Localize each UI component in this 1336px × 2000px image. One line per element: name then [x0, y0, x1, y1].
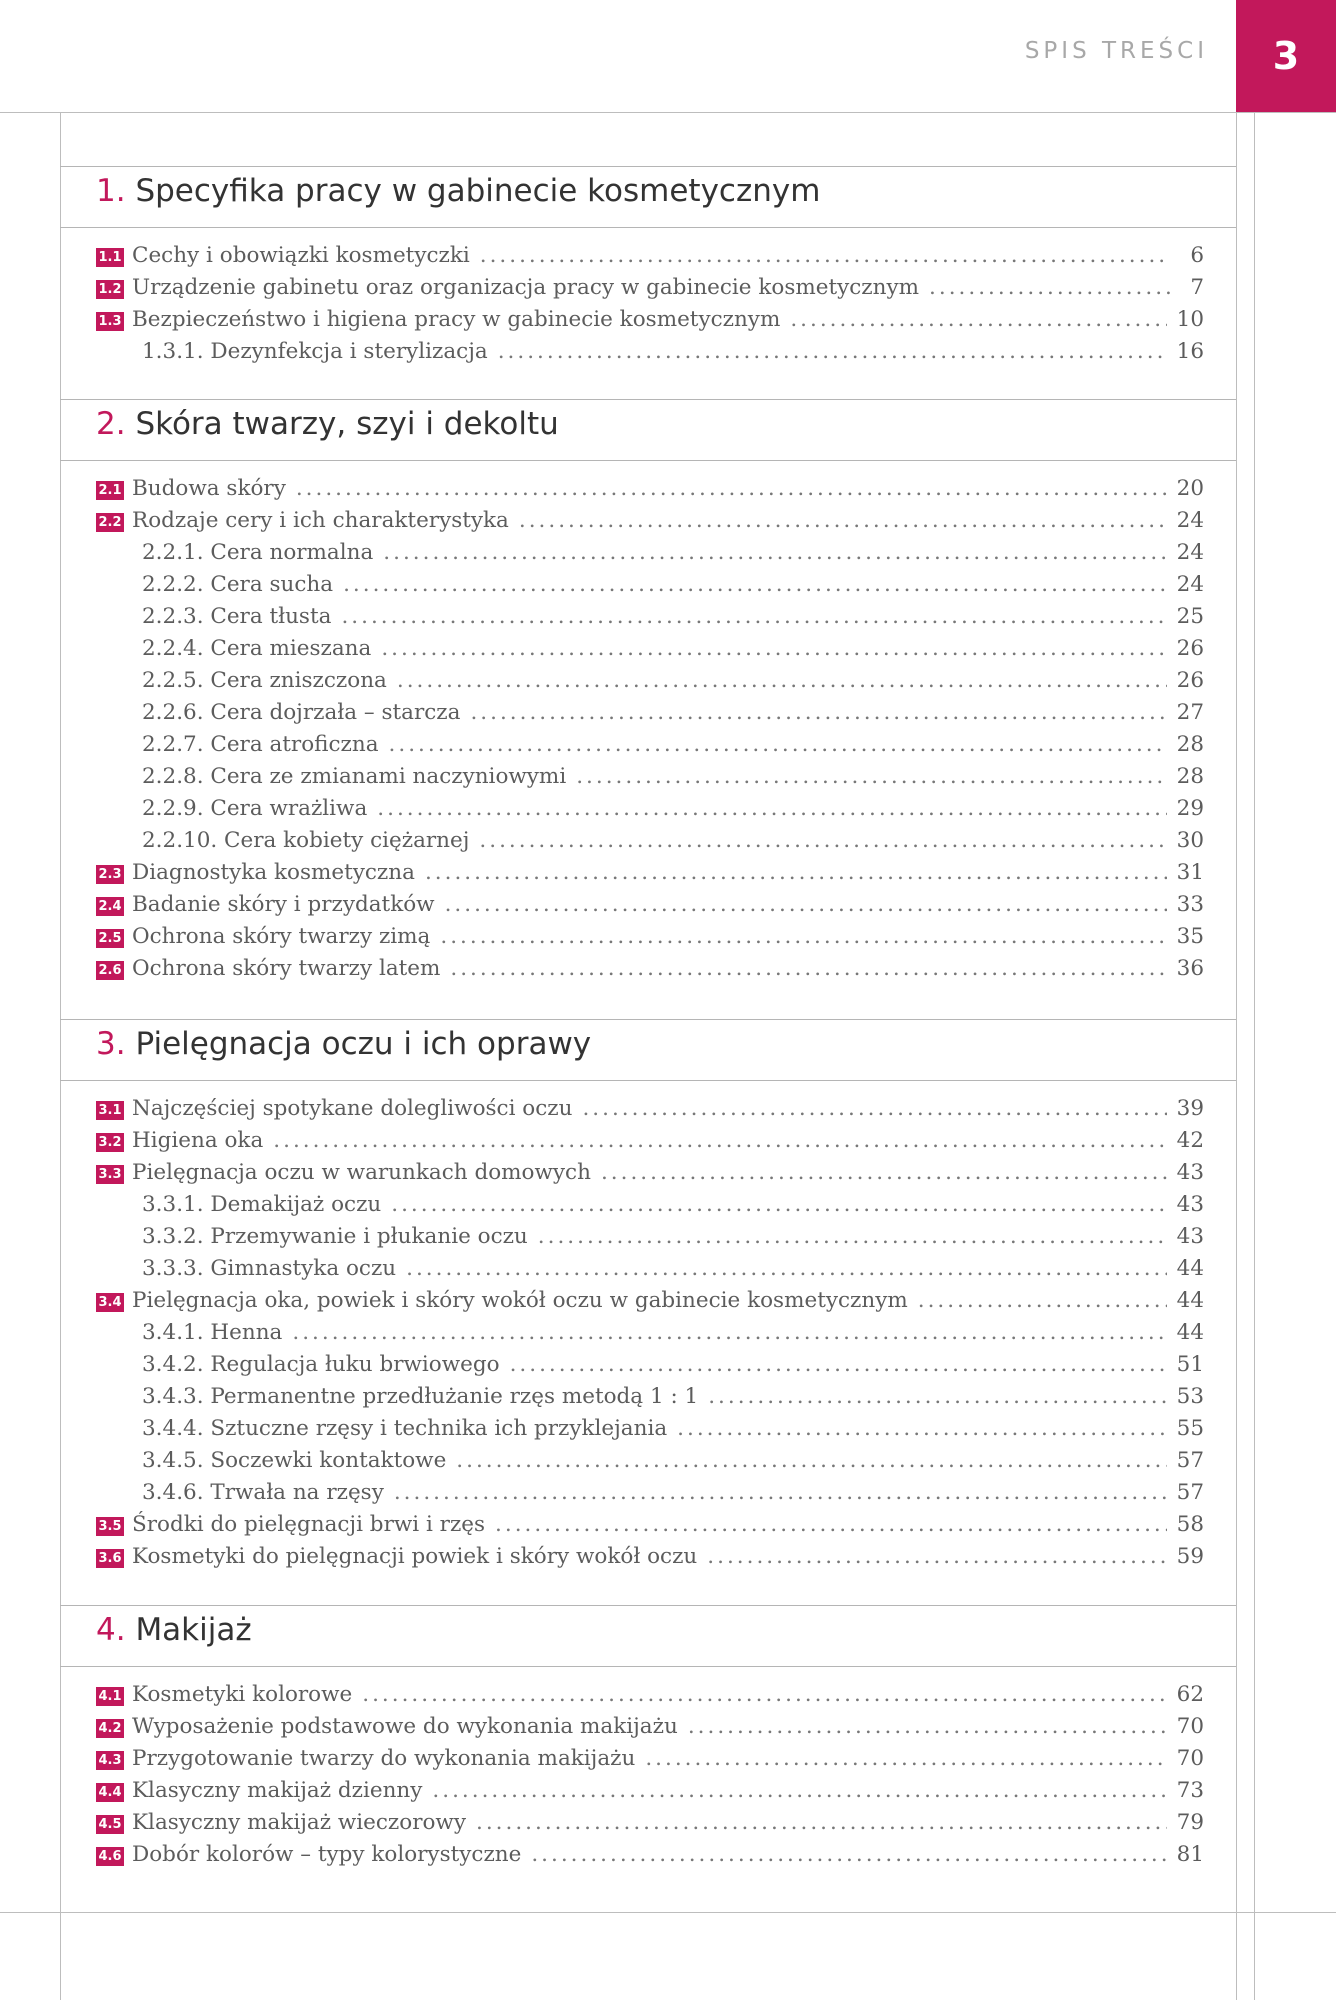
- chapter-number-badge: 4.5: [96, 1815, 124, 1834]
- toc-entry: [96, 272, 1204, 304]
- toc-page-number: 33: [1176, 892, 1204, 917]
- toc-page-number: 28: [1176, 732, 1204, 757]
- toc-entry-label: 2.2.5. Cera zniszczona: [142, 668, 387, 693]
- toc-entry-label: Rodzaje cery i ich charakterystyka: [132, 508, 509, 533]
- chapter-number-badge: 4.4: [96, 1783, 124, 1802]
- section-title-text: Pielęgnacja oczu i ich oprawy: [135, 1026, 592, 1062]
- toc-page-number: 28: [1176, 764, 1204, 789]
- toc-entry: [96, 1807, 1204, 1839]
- dot-leader: [480, 240, 1170, 272]
- toc-entry-label: Klasyczny makijaż wieczorowy: [132, 1810, 466, 1835]
- toc-entry: [96, 537, 1204, 569]
- toc-entry: [96, 697, 1204, 729]
- toc-entry-label: 2.2.1. Cera normalna: [142, 540, 374, 565]
- section-3-title: [96, 1026, 591, 1062]
- toc-page-number: 44: [1176, 1320, 1204, 1345]
- toc-page-number: 79: [1176, 1810, 1204, 1835]
- chapter-number-badge: 3.6: [96, 1549, 124, 1568]
- dot-leader: [362, 1679, 1166, 1711]
- page-number-tab: 3: [1236, 0, 1336, 112]
- toc-entry: [96, 304, 1204, 336]
- toc-entry: [96, 1679, 1204, 1711]
- toc-entry-label: Cechy i obowiązki kosmetyczki: [132, 243, 470, 268]
- section-3-entries: [96, 1093, 1204, 1573]
- dot-leader: [397, 665, 1167, 697]
- chapter-number-badge: 2.6: [96, 961, 124, 980]
- toc-entry: [96, 665, 1204, 697]
- toc-entry: [96, 633, 1204, 665]
- toc-entry-label: 3.4.5. Soczewki kontaktowe: [142, 1448, 447, 1473]
- toc-page-number: 58: [1176, 1512, 1204, 1537]
- toc-page-number: 73: [1176, 1778, 1204, 1803]
- toc-entry: [96, 240, 1204, 272]
- toc-entry-label: Higiena oka: [132, 1128, 264, 1153]
- toc-entry-label: Urządzenie gabinetu oraz organizacja pracy w gabinecie kosmetycznym: [132, 275, 920, 300]
- toc-page-number: 31: [1176, 860, 1204, 885]
- toc-page-number: 30: [1176, 828, 1204, 853]
- dot-leader: [425, 857, 1167, 889]
- chapter-number-badge: 1.1: [96, 248, 124, 267]
- toc-entry: [96, 729, 1204, 761]
- dot-leader: [383, 537, 1166, 569]
- dot-leader: [470, 697, 1166, 729]
- toc-entry-label: Dobór kolorów – typy kolorystyczne: [132, 1842, 522, 1867]
- toc-entry: [96, 1189, 1204, 1221]
- dot-leader: [479, 825, 1166, 857]
- chapter-number-badge: 2.5: [96, 929, 124, 948]
- toc-page-number: 7: [1190, 275, 1204, 300]
- toc-page-number: 25: [1176, 604, 1204, 629]
- toc-page-number: 43: [1176, 1192, 1204, 1217]
- dot-leader: [576, 761, 1166, 793]
- toc-page-number: 53: [1176, 1384, 1204, 1409]
- toc-entry: [96, 761, 1204, 793]
- toc-page-number: 20: [1176, 476, 1204, 501]
- toc-entry: [96, 1317, 1204, 1349]
- section-2-title: [96, 406, 559, 442]
- section-number: 4.: [96, 1612, 126, 1648]
- toc-entry-label: Ochrona skóry twarzy latem: [132, 956, 441, 981]
- toc-entry-label: Kosmetyki do pielęgnacji powiek i skóry wokół oczu: [132, 1544, 698, 1569]
- toc-entry: [96, 1541, 1204, 1573]
- section-number: 2.: [96, 406, 126, 442]
- dot-leader: [498, 336, 1167, 368]
- toc-entry-label: 3.4.1. Henna: [142, 1320, 283, 1345]
- toc-page-number: 43: [1176, 1224, 1204, 1249]
- toc-entry-label: 2.2.9. Cera wrażliwa: [142, 796, 368, 821]
- dot-leader: [456, 1445, 1166, 1477]
- dot-leader: [406, 1253, 1167, 1285]
- toc-entry: [96, 889, 1204, 921]
- section-4-title: [96, 1612, 252, 1648]
- chapter-number-badge: 4.1: [96, 1687, 124, 1706]
- dot-leader: [688, 1711, 1167, 1743]
- dot-leader: [601, 1157, 1167, 1189]
- dot-leader: [381, 633, 1166, 665]
- toc-page-number: 16: [1176, 339, 1204, 364]
- toc-entry-label: 1.3.1. Dezynfekcja i sterylizacja: [142, 339, 488, 364]
- toc-entry: [96, 793, 1204, 825]
- dot-leader: [440, 921, 1166, 953]
- toc-entry-label: 3.3.1. Demakijaż oczu: [142, 1192, 382, 1217]
- toc-page-number: 26: [1176, 636, 1204, 661]
- toc-entry-label: 3.4.3. Permanentne przedłużanie rzęs metodą 1 : 1: [142, 1384, 699, 1409]
- toc-entry-label: Budowa skóry: [132, 476, 286, 501]
- section-1-title: [96, 173, 820, 209]
- toc-entry-label: 2.2.7. Cera atroficzna: [142, 732, 379, 757]
- toc-entry: [96, 601, 1204, 633]
- frame-right-line: [1236, 112, 1237, 2000]
- toc-entry-label: Klasyczny makijaż dzienny: [132, 1778, 423, 1803]
- section-4-entries: [96, 1679, 1204, 1871]
- toc-entry: [96, 569, 1204, 601]
- toc-entry: [96, 336, 1204, 368]
- dot-leader: [476, 1807, 1167, 1839]
- toc-entry: [96, 1775, 1204, 1807]
- toc-entry-label: 2.2.3. Cera tłusta: [142, 604, 332, 629]
- toc-entry-label: 2.2.4. Cera mieszana: [142, 636, 372, 661]
- toc-page-number: 36: [1176, 956, 1204, 981]
- chapter-number-badge: 2.2: [96, 513, 124, 532]
- toc-page-number: 24: [1176, 540, 1204, 565]
- toc-entry: [96, 1221, 1204, 1253]
- dot-leader: [273, 1125, 1166, 1157]
- toc-entry-label: 3.4.6. Trwała na rzęsy: [142, 1480, 384, 1505]
- toc-page-number: 39: [1176, 1096, 1204, 1121]
- dot-leader: [531, 1839, 1166, 1871]
- dot-leader: [645, 1743, 1166, 1775]
- header-rule: [0, 112, 1336, 113]
- chapter-number-badge: 4.3: [96, 1751, 124, 1770]
- dot-leader: [918, 1285, 1167, 1317]
- toc-page-number: 59: [1176, 1544, 1204, 1569]
- dot-leader: [677, 1413, 1166, 1445]
- toc-entry-label: Badanie skóry i przydatków: [132, 892, 435, 917]
- toc-entry-label: Pielęgnacja oka, powiek i skóry wokół oczu w gabinecie kosmetycznym: [132, 1288, 908, 1313]
- toc-entry: [96, 1125, 1204, 1157]
- section-title-text: Specyfika pracy w gabinecie kosmetycznym: [135, 173, 821, 209]
- dot-leader: [510, 1349, 1167, 1381]
- toc-entry: [96, 1477, 1204, 1509]
- toc-entry-label: 3.3.3. Gimnastyka oczu: [142, 1256, 397, 1281]
- chapter-number-badge: 3.4: [96, 1293, 124, 1312]
- chapter-number-badge: 1.2: [96, 280, 124, 299]
- toc-entry: [96, 1743, 1204, 1775]
- toc-page-number: 44: [1176, 1256, 1204, 1281]
- section-number: 3.: [96, 1026, 126, 1062]
- toc-entry: [96, 1839, 1204, 1871]
- dot-leader: [929, 272, 1170, 304]
- dot-leader: [394, 1477, 1167, 1509]
- toc-entry-label: 3.4.2. Regulacja łuku brwiowego: [142, 1352, 500, 1377]
- toc-entry-label: Przygotowanie twarzy do wykonania makijażu: [132, 1746, 636, 1771]
- toc-page-number: 70: [1176, 1714, 1204, 1739]
- toc-entry: [96, 1253, 1204, 1285]
- section-title-text: Skóra twarzy, szyi i dekoltu: [135, 406, 559, 442]
- dot-leader: [296, 473, 1167, 505]
- dot-leader: [292, 1317, 1166, 1349]
- toc-page-number: 57: [1176, 1448, 1204, 1473]
- chapter-number-badge: 4.2: [96, 1719, 124, 1738]
- section-number: 1.: [96, 173, 126, 209]
- toc-page-number: 27: [1176, 700, 1204, 725]
- toc-entry-label: Bezpieczeństwo i higiena pracy w gabinecie kosmetycznym: [132, 307, 781, 332]
- toc-page-number: 35: [1176, 924, 1204, 949]
- toc-entry-label: Najczęściej spotykane dolegliwości oczu: [132, 1096, 573, 1121]
- toc-page-number: 10: [1176, 307, 1204, 332]
- toc-entry-label: 2.2.6. Cera dojrzała – starcza: [142, 700, 461, 725]
- chapter-number-badge: 2.1: [96, 481, 124, 500]
- dot-leader: [450, 953, 1166, 985]
- dot-leader: [445, 889, 1167, 921]
- section-title-text: Makijaż: [135, 1612, 252, 1648]
- dot-leader: [341, 601, 1166, 633]
- toc-page-number: 70: [1176, 1746, 1204, 1771]
- section-1-entries: [96, 240, 1204, 368]
- toc-entry: [96, 1157, 1204, 1189]
- dot-leader: [495, 1509, 1167, 1541]
- section-2-entries: [96, 473, 1204, 985]
- toc-entry: [96, 1093, 1204, 1125]
- chapter-number-badge: 1.3: [96, 312, 124, 331]
- toc-entry: [96, 1445, 1204, 1477]
- toc-entry-label: Środki do pielęgnacji brwi i rzęs: [132, 1512, 486, 1537]
- footer-rule: [0, 1912, 1336, 1913]
- dot-leader: [432, 1775, 1166, 1807]
- toc-page-number: 62: [1176, 1682, 1204, 1707]
- toc-entry-label: 3.3.2. Przemywanie i płukanie oczu: [142, 1224, 528, 1249]
- dot-leader: [790, 304, 1166, 336]
- toc-entry: [96, 825, 1204, 857]
- toc-entry-label: Pielęgnacja oczu w warunkach domowych: [132, 1160, 591, 1185]
- dot-leader: [519, 505, 1167, 537]
- toc-entry-label: Ochrona skóry twarzy zimą: [132, 924, 431, 949]
- dot-leader: [343, 569, 1167, 601]
- toc-entry: [96, 953, 1204, 985]
- toc-entry-label: Wyposażenie podstawowe do wykonania makijażu: [132, 1714, 678, 1739]
- toc-entry-label: 3.4.4. Sztuczne rzęsy i technika ich przyklejania: [142, 1416, 668, 1441]
- running-header: SPIS TREŚCI: [1024, 38, 1208, 64]
- toc-entry: [96, 1381, 1204, 1413]
- toc-entry: [96, 1413, 1204, 1445]
- toc-entry: [96, 857, 1204, 889]
- toc-entry: [96, 1509, 1204, 1541]
- toc-entry-label: Kosmetyki kolorowe: [132, 1682, 353, 1707]
- toc-page-number: 43: [1176, 1160, 1204, 1185]
- toc-entry: [96, 1349, 1204, 1381]
- toc-entry: [96, 1285, 1204, 1317]
- dot-leader: [538, 1221, 1167, 1253]
- chapter-number-badge: 3.5: [96, 1517, 124, 1536]
- toc-page-number: 55: [1176, 1416, 1204, 1441]
- toc-page-number: 42: [1176, 1128, 1204, 1153]
- toc-entry: [96, 473, 1204, 505]
- toc-entry-label: 2.2.10. Cera kobiety ciężarnej: [142, 828, 470, 853]
- chapter-number-badge: 3.2: [96, 1133, 124, 1152]
- toc-entry-label: Diagnostyka kosmetyczna: [132, 860, 415, 885]
- dot-leader: [707, 1541, 1166, 1573]
- toc-page-number: 24: [1176, 572, 1204, 597]
- chapter-number-badge: 4.6: [96, 1847, 124, 1866]
- chapter-number-badge: 3.1: [96, 1101, 124, 1120]
- dot-leader: [708, 1381, 1166, 1413]
- toc-entry-label: 2.2.2. Cera sucha: [142, 572, 334, 597]
- dot-leader: [377, 793, 1166, 825]
- toc-page-number: 44: [1176, 1288, 1204, 1313]
- chapter-number-badge: 2.3: [96, 865, 124, 884]
- toc-page-number: 81: [1176, 1842, 1204, 1867]
- chapter-number-badge: 3.3: [96, 1165, 124, 1184]
- toc-page-number: 57: [1176, 1480, 1204, 1505]
- toc-entry: [96, 1711, 1204, 1743]
- toc-page-number: 29: [1176, 796, 1204, 821]
- dot-leader: [391, 1189, 1166, 1221]
- toc-page-number: 51: [1176, 1352, 1204, 1377]
- toc-entry: [96, 921, 1204, 953]
- chapter-number-badge: 2.4: [96, 897, 124, 916]
- frame-outer-right-line: [1254, 0, 1255, 2000]
- dot-leader: [389, 729, 1167, 761]
- toc-entry-label: 2.2.8. Cera ze zmianami naczyniowymi: [142, 764, 567, 789]
- toc-page-number: 26: [1176, 668, 1204, 693]
- toc-entry: [96, 505, 1204, 537]
- toc-page-number: 6: [1190, 243, 1204, 268]
- dot-leader: [582, 1093, 1166, 1125]
- toc-page-number: 24: [1176, 508, 1204, 533]
